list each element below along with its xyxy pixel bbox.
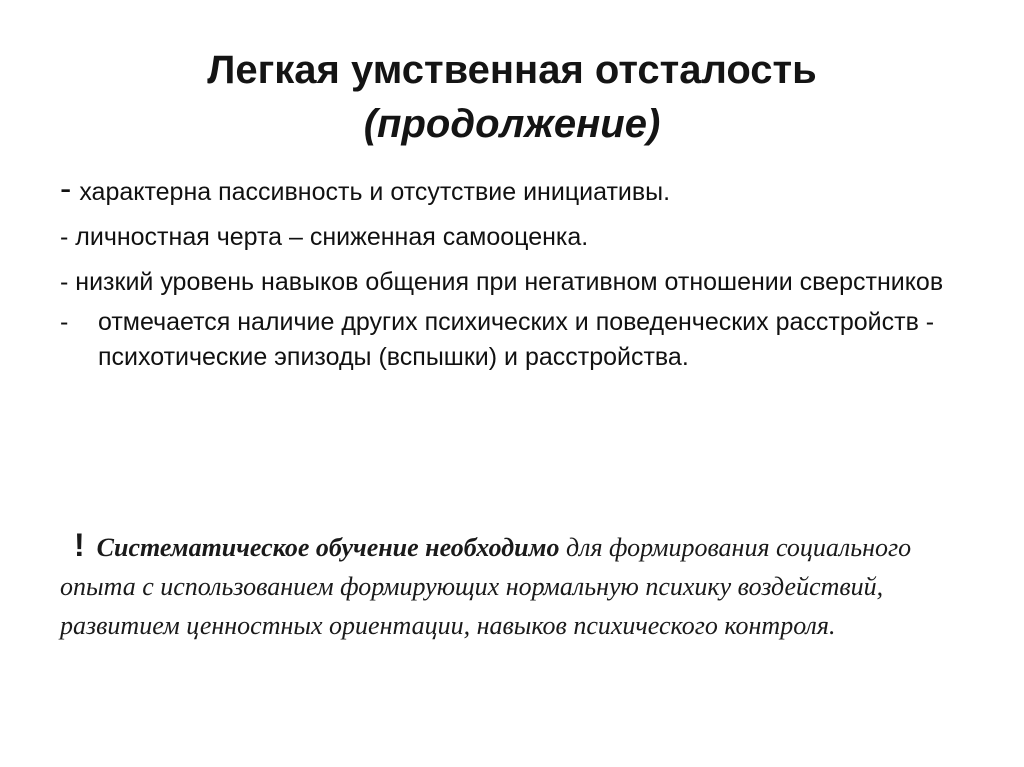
bullet-item-communication: - низкий уровень навыков общения при негативном отношении сверстников [60,268,944,296]
bullet-dash: - [60,170,72,208]
bullet-item-passivity [60,172,980,210]
slide-subtitle: (продолжение) [363,102,661,146]
note-paragraph [60,526,980,645]
bullet-dash: - [60,308,69,336]
bullet-text: характерна пассивность и отсутствие инициативы. [79,178,671,206]
note-text: для формирования социального опыта с использованием формирующих нормальную психику воздействий, развитием ценностных ориентации, навыков психического контроля. [60,533,912,640]
bullet-list [60,166,980,375]
slide-title: Легкая умственная отсталость [207,48,817,92]
bullet-text: отмечается наличие других психических и поведенческих расстройств - психотические эпизоды (вспышки) и расстройства. [98,308,935,371]
exclamation-mark: ! [74,527,85,563]
note-bold-text: Систематическое обучение необходимо [96,533,560,562]
bullet-item-self-esteem: - личностная черта – сниженная самооценка. [60,223,589,251]
bullet-item-disorders [60,305,980,375]
